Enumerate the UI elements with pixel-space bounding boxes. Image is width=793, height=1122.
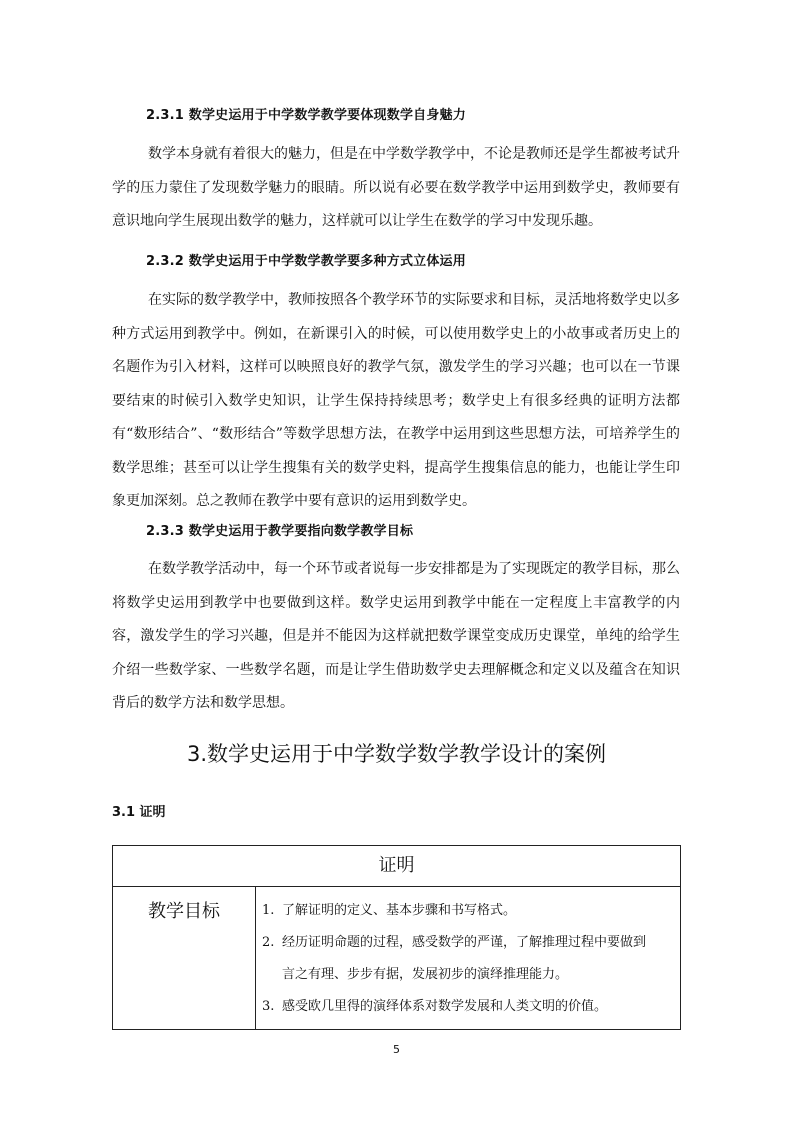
goal-item-continuation: 言之有理、步步有据，发展初步的演绎推理能力。 [282, 967, 569, 982]
paragraph-2-3-1: 数学本身就有着很大的魅力，但是在中学数学教学中，不论是教师还是学生都被考试升学的压力蒙住了发现数学魅力的眼睛。所以说有必要在数学教学中运用到数学史，教师要有意识地向学生展现出数学的魅力，这样就可以让学生在数学的学习中发现乐趣。 [112, 146, 680, 229]
goal-item [262, 991, 674, 1023]
section-heading-2-3-1: 2.3.1 数学史运用于中学数学教学要体现数学自身魅力 [146, 108, 466, 123]
section-heading-2-3-3: 2.3.3 数学史运用于教学要指向数学教学目标 [146, 524, 414, 539]
table-row-label: 教学目标 [113, 887, 256, 1030]
goal-item [262, 895, 674, 927]
section-heading-2-3-2: 2.3.2 数学史运用于中学数学教学要多种方式立体运用 [146, 254, 466, 269]
chapter-title: 3.数学史运用于中学数学数学教学设计的案例 [186, 742, 607, 766]
goal-item-text: 感受欧几里得的演绎体系对数学发展和人类文明的价值。 [282, 999, 608, 1014]
paragraph-2-3-3: 在数学教学活动中，每一个环节或者说每一步安排都是为了实现既定的教学目标，那么将数学史运用到教学中也要做到这样。数学史运用到教学中能在一定程度上丰富教学的内容，激发学生的学习兴趣，但是并不能因为这样就把数学课堂变成历史课堂，单纯的给学生介绍一些数学家、一些数学名题，而是让学生借助数学史去理解概念和定义以及蕴含在知识背后的数学方法和数学思想。 [112, 561, 680, 711]
table-goal-items [256, 887, 681, 1030]
table-title: 证明 [113, 846, 681, 887]
goal-item-text: 了解证明的定义、基本步骤和书写格式。 [282, 903, 517, 918]
teaching-goal-table [112, 845, 681, 1030]
goal-item-number: 3. [262, 999, 275, 1014]
subsection-title: 3.1 证明 [112, 805, 166, 820]
goal-item [262, 927, 674, 959]
goal-item-text: 经历证明命题的过程，感受数学的严谨，了解推理过程中要做到 [282, 935, 647, 950]
paragraph-2-3-2: 在实际的数学教学中，教师按照各个教学环节的实际要求和目标，灵活地将数学史以多种方式运用到教学中。例如，在新课引入的时候，可以使用数学史上的小故事或者历史上的名题作为引入材料，这样可以映照良好的教学气氛，激发学生的学习兴趣；也可以在一节课要结束的时候引入数学史知识，让学生保持持续思考；数学史上有很多经典的证明方法都有“数形结合”、“数形结合”等数学思想方法，在教学中运用到这些思想方法，可培养学生的数学思维；甚至可以让学生搜集有关的数学史料，提高学生搜集信息的能力，也能让学生印象更加深刻。总之教师在教学中要有意识的运用到数学史。 [112, 292, 680, 509]
goal-item-number: 2. [262, 935, 275, 950]
goal-item-number: 1. [262, 903, 275, 918]
page-number: 5 [393, 1043, 400, 1056]
